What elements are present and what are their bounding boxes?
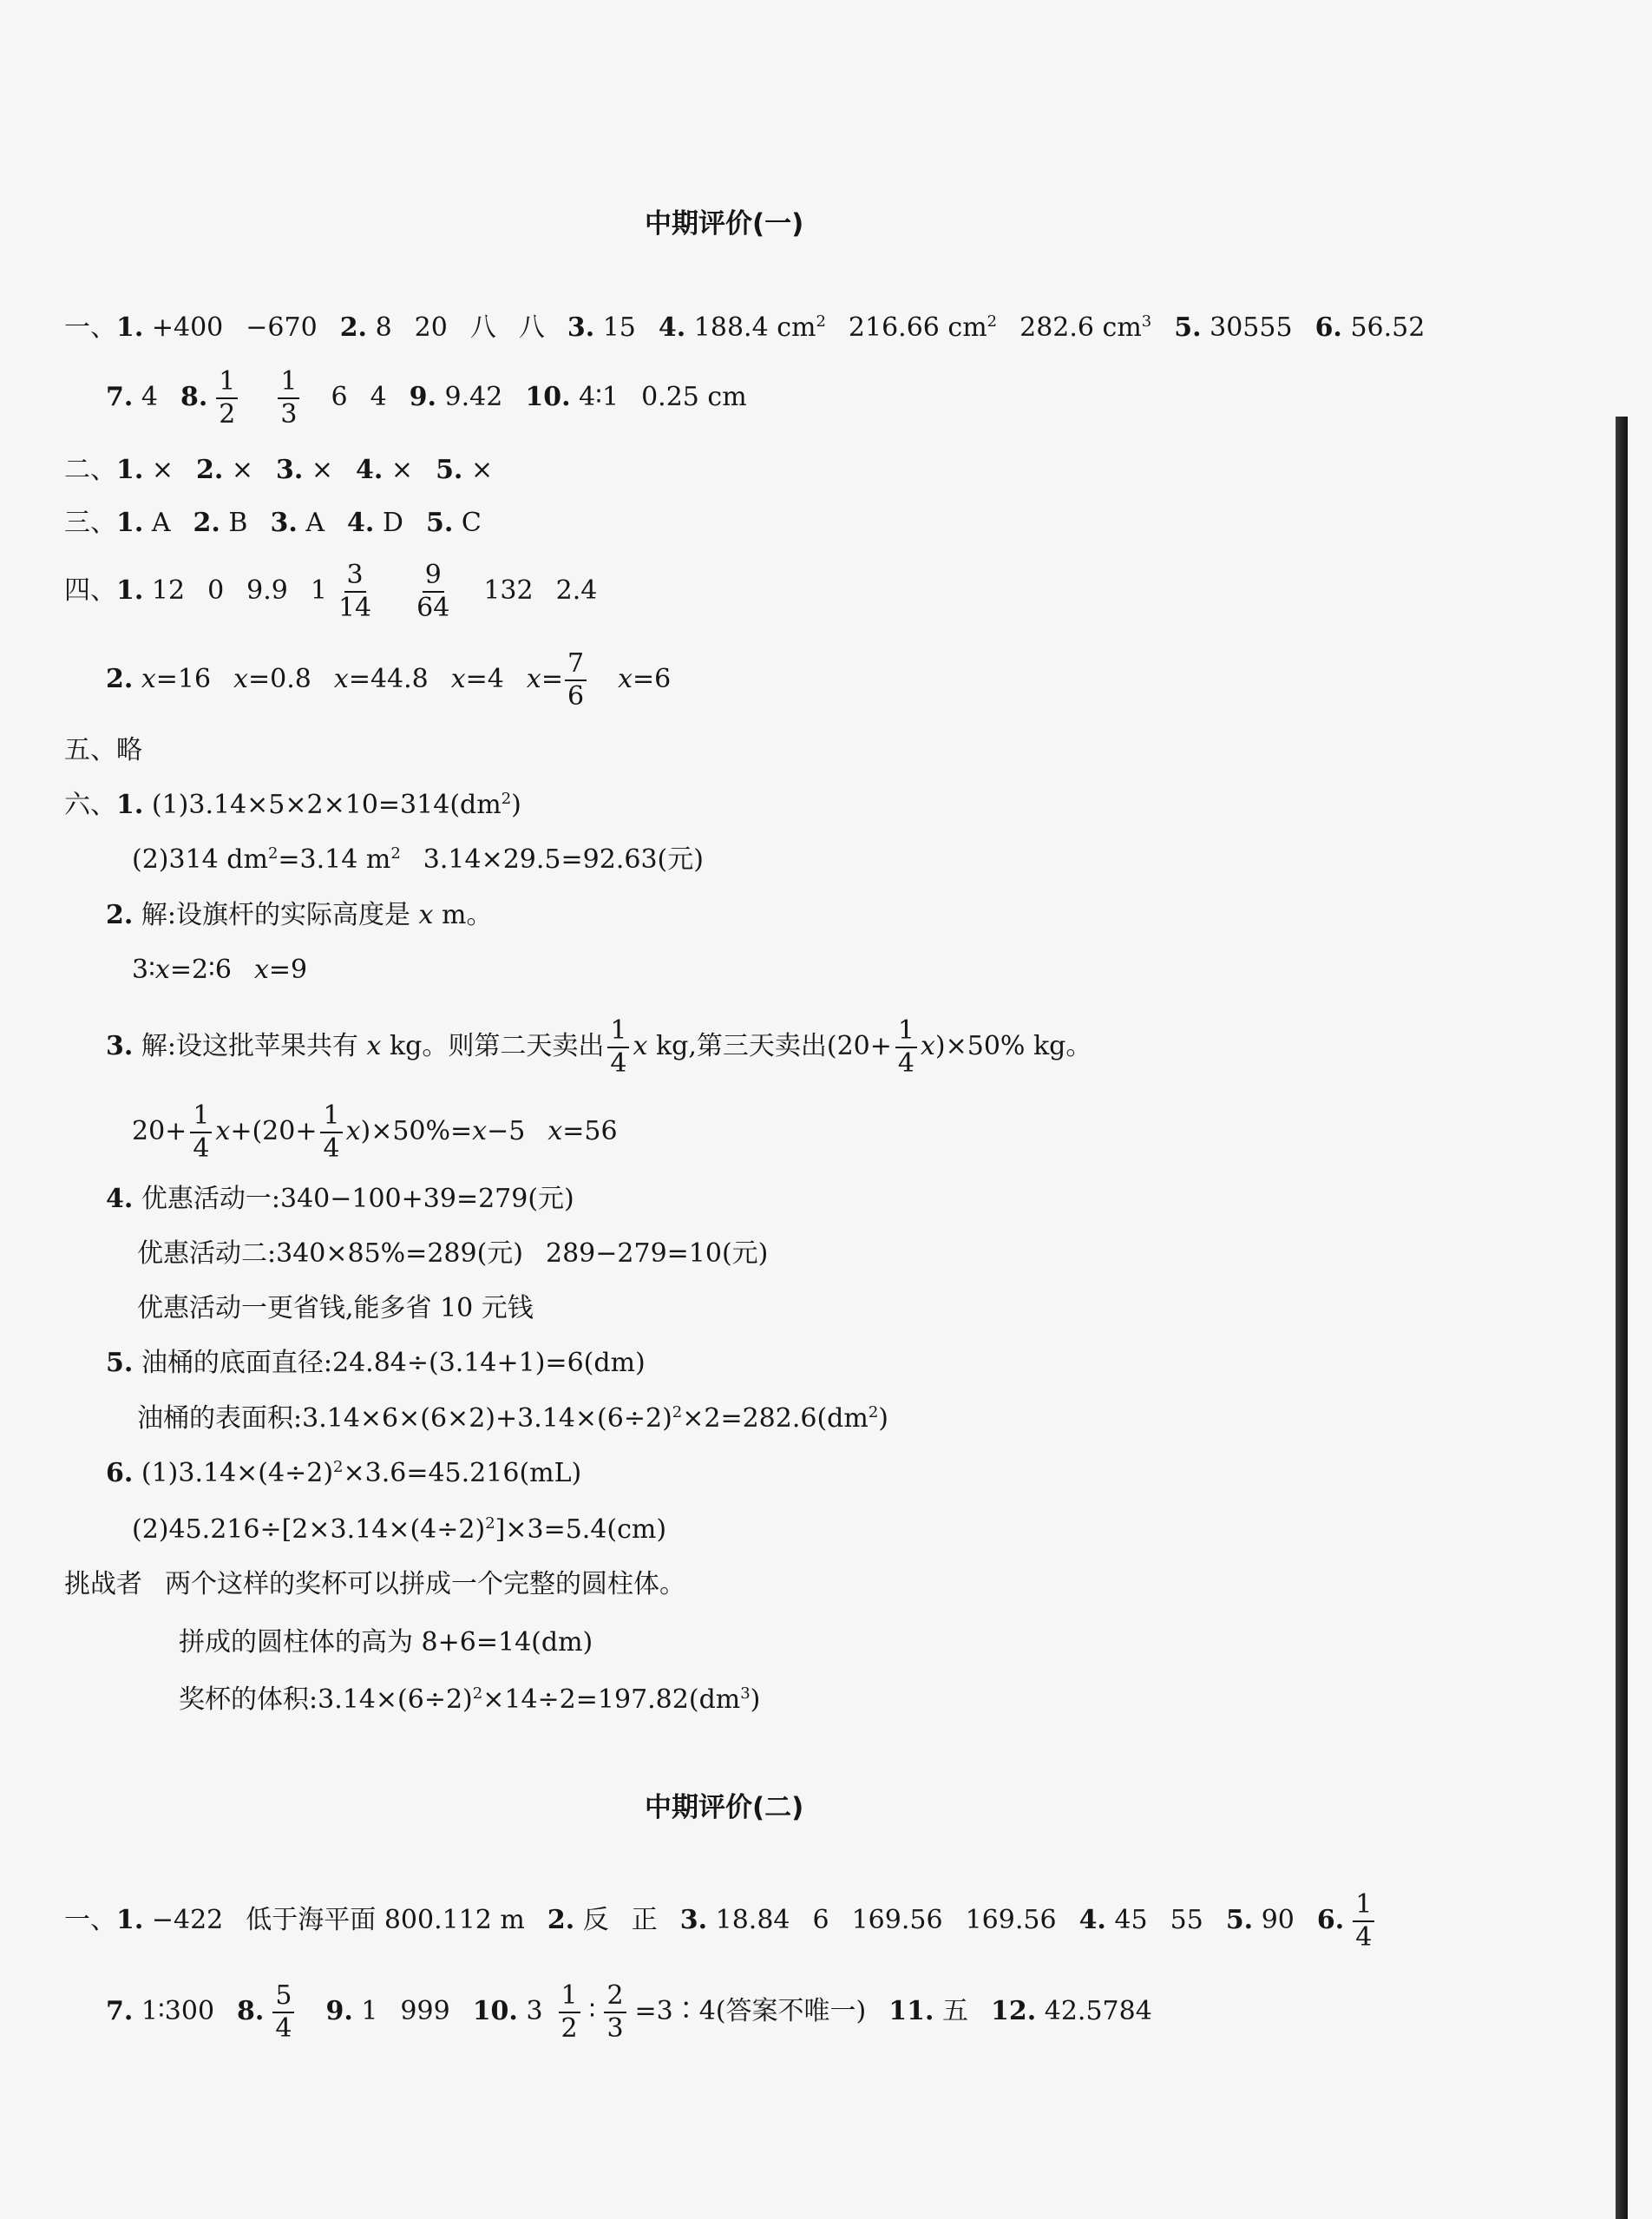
answer-line: (2)314 $dm^2=3.14$ $m^2$ 3.14×29.5=92.63(元) — [132, 844, 704, 875]
answer-line: 奖杯的体积$:3.14\times(6\div 2)^2\times 14\div 2=197.82(dm^3)$ — [179, 1684, 761, 1715]
answer-line: 20+ $\frac{1}{4}$ x+(20+ $\frac{1}{4}$ x)×50%=x−5 x=56 — [132, 1100, 618, 1164]
fraction: $\frac{1}{4}$ — [320, 1103, 342, 1162]
fraction: $\frac{3}{14}$ — [338, 560, 372, 623]
answer-line: 6. $(1)3.14\times(4\div 2)^2\times 3.6=45.216(mL)$ — [106, 1458, 582, 1488]
answer-line: 二、1. × 2. × 3. × 4. × 5. × — [64, 455, 494, 485]
answer-line: 油桶的表面积$:3.14\times 6\times(6\times 2)+3.14\times(6\div 2)^2\times 2=282.6(dm^2)$ — [137, 1403, 889, 1434]
answer-line: 五、略 — [64, 735, 142, 765]
fraction: $\frac{1}{4}$ — [607, 1018, 629, 1077]
fraction: $\frac{1}{3}$ — [278, 369, 299, 428]
answer-line: $(2)45.216\div[2\times 3.14\times(4\div 2)^2]\times 3=5.4(cm)$ — [132, 1514, 667, 1545]
answer-line: 7. 1∶300 8. $\frac{5}{4}$ 9. 1 999 10. 3 $\frac{1}{2}$ ∶ $\frac{2}{3}$ =3∶4(答案不唯一) 11. 五 12. 42.5784 — [106, 1980, 1152, 2044]
answer-line: 3. 解:设这批苹果共有 x kg。则第二天卖出 $\frac{1}{4}$ x kg,第三天卖出(20+ $\frac{1}{4}$ x)×50% kg。 — [106, 1015, 1092, 1079]
fraction: $\frac{2}{3}$ — [604, 1983, 626, 2042]
fraction: $\frac{5}{4}$ — [272, 1983, 294, 2042]
answer-line: 三、1. A 2. B 3. A 4. D 5. C — [64, 508, 482, 538]
fraction: $\frac{1}{4}$ — [895, 1018, 917, 1077]
fraction: $\frac{9}{64}$ — [416, 560, 450, 623]
answer-line: 3∶x=2∶6 x=9 — [132, 955, 308, 985]
section-title-1: 中期评价(一) — [645, 208, 804, 240]
fraction: $\frac{1}{4}$ — [1353, 1892, 1374, 1951]
answer-line: 四、1. 12 0 9.9 1 $\frac{3}{14}$ $\frac{9}{64}$ 132 2.4 — [64, 560, 598, 623]
answer-line: 六、1. $(1)3.14\times 5\times 2\times 10=314(dm^2)$ — [64, 790, 521, 820]
fraction: $\frac{1}{4}$ — [190, 1103, 212, 1162]
answer-line: 拼成的圆柱体的高为 8+6=14(dm) — [179, 1627, 593, 1658]
answer-line: 优惠活动一更省钱,能多省 10 元钱 — [137, 1293, 534, 1323]
answer-line: 5. 油桶的底面直径:24.84÷(3.14+1)=6(dm) — [106, 1348, 646, 1378]
fraction: $\frac{1}{2}$ — [559, 1983, 580, 2042]
answer-line: 一、1. −422 低于海平面 800.112 m 2. 反 正 3. 18.84 6 169.56 169.56 4. 45 55 5. 90 6. $\frac{1}{4}$ — [64, 1892, 1383, 1951]
answer-line: 一、1. +400 −670 2. 8 20 八 八 3. 15 4. 188.4 $cm^2$ 216.66 $cm^2$ 282.6 $cm^3$ 5. 30555 6. 56.52 — [64, 312, 1426, 343]
answer-line: 2. x=16 x=0.8 x=44.8 x=4 x= $\frac{7}{6}$ x=6 — [106, 648, 672, 712]
answer-line: 7. 4 8. $\frac{1}{2}$ $\frac{1}{3}$ 6 4 9. 9.42 10. 4∶1 0.25 cm — [106, 366, 747, 430]
page-edge-shadow — [1616, 417, 1628, 2219]
fraction: $\frac{7}{6}$ — [565, 651, 587, 710]
answer-line: 4. 优惠活动一:340−100+39=279(元) — [106, 1184, 574, 1214]
answer-line: 优惠活动二:340×85%=289(元) 289−279=10(元) — [137, 1238, 769, 1269]
answer-line: 2. 解:设旗杆的实际高度是 x m。 — [106, 900, 493, 930]
fraction: $\frac{1}{2}$ — [216, 369, 238, 428]
section-title-2: 中期评价(二) — [645, 1792, 804, 1823]
answer-line: 挑战者 两个这样的奖杯可以拼成一个完整的圆柱体。 — [64, 1569, 685, 1599]
